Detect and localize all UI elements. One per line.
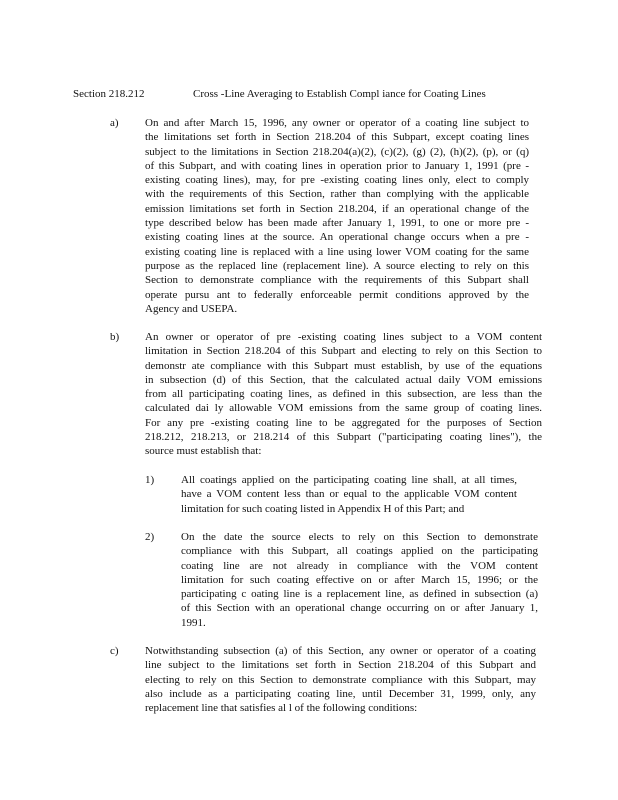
text-line: All coatings applied on the participating coating line shall, at all times, [181, 474, 517, 486]
text-line: type described below has been made after January 1, 1991, to one or more pre - [145, 217, 529, 230]
text-line: line subject to the limitations set forth in Section 218.204 of this Subpart and [145, 659, 536, 672]
paragraph-marker-a: a) [110, 117, 119, 129]
text-line: coating line are not already in compliance with the VOM content [181, 559, 538, 572]
text-line: with the requirements of this Section, rather than complying with the applicable [145, 188, 529, 201]
text-line: limitation for such coating effective on or after March 15, 1996; or the [181, 573, 538, 586]
text-line: participating c oating line is a replacement line, as defined in subsection (a) [181, 588, 538, 601]
paragraph-marker-b: b) [110, 331, 120, 343]
paragraph-b [145, 330, 542, 459]
text-line: 1991. [181, 616, 206, 629]
subparagraph-marker-2: 2) [145, 531, 155, 543]
text-line: limitation in Section 218.204 of this Subpart and electing to rely on this Section to [145, 345, 542, 358]
text-line: electing to rely on this Section to demonstrate compliance with this Subpart, may [145, 673, 536, 686]
subparagraph-2 [181, 530, 538, 630]
text-line: have a VOM content less than or equal to the applicable VOM content [181, 488, 517, 501]
text-line: subject to the limitations in Section 218.204(a)(2), (c)(2), (g) (2), (h)(2), (p), or (q) [145, 145, 529, 158]
text-line: On the date the source elects to rely on this Section to demonstrate [181, 531, 538, 543]
text-line: 218.212, 218.213, or 218.214 of this Subpart ("participating coating lines"), the [145, 431, 542, 444]
text-line: from all participating coating lines, as defined in this subsection, are less than the [145, 388, 542, 401]
text-line: On and after March 15, 1996, any owner or operator of a coating line subject to [145, 117, 529, 129]
text-line: purpose as the replaced line (replacement line). A source electing to rely on this [145, 259, 529, 272]
text-line: Agency and USEPA. [145, 302, 238, 315]
text-line: the limitations set forth in Section 218.204 of this Subpart, except coating lines [145, 131, 529, 144]
text-line: limitation for such coating listed in Appendix H of this Part; and [181, 502, 465, 515]
text-line: demonstr ate compliance with this Subpart must establish, by use of the equations [145, 359, 542, 372]
text-line: of this Section with an operational change occurring on or after January 1, [181, 602, 538, 615]
text-line: Section to demonstrate compliance with the requirements of this Subpart shall [145, 274, 529, 287]
text-line: calculated dai ly allowable VOM emissions from the same group of coating lines. [145, 402, 542, 415]
text-line: replacement line that satisfies al l of the following conditions: [145, 702, 418, 715]
text-line: of this Subpart, and with coating lines in operation prior to January 1, 1991 (pre - [145, 159, 529, 172]
section-number: Section 218.212 [73, 88, 145, 100]
text-line: existing coating line is replaced with a line using lower VOM coating for the same [145, 245, 529, 258]
text-line: An owner or operator of pre -existing coating lines subject to a VOM content [145, 331, 542, 343]
paragraph-marker-c: c) [110, 645, 119, 657]
text-line: For any pre -existing coating line to be aggregated for the purposes of Section [145, 416, 542, 429]
text-line: compliance with this Subpart, all coatings applied on the participating [181, 545, 538, 558]
section-heading [73, 87, 486, 101]
text-line: emission limitations set forth in Section 218.204, if an operational change of the [145, 202, 529, 215]
text-line: operate pursu ant to federally enforceable permit conditions approved by the [145, 288, 529, 301]
text-line: Notwithstanding subsection (a) of this Section, any owner or operator of a coating [145, 645, 536, 657]
subparagraph-1 [181, 473, 517, 516]
text-line: also include as a participating coating line, until December 31, 1999, only, any [145, 687, 536, 700]
text-line: source must establish that: [145, 445, 262, 458]
paragraph-a [145, 116, 529, 316]
section-title: Cross -Line Averaging to Establish Compl iance for Coating Lines [193, 88, 486, 100]
text-line: in subsection (d) of this Section, that the calculated actual daily VOM emissions [145, 373, 542, 386]
subparagraph-marker-1: 1) [145, 474, 155, 486]
text-line: existing coating lines), may, for pre -existing coating lines only, elect to comply [145, 174, 529, 187]
paragraph-c [145, 644, 536, 715]
text-line: existing coating lines at the source. An operational change occurs when a pre - [145, 231, 529, 244]
